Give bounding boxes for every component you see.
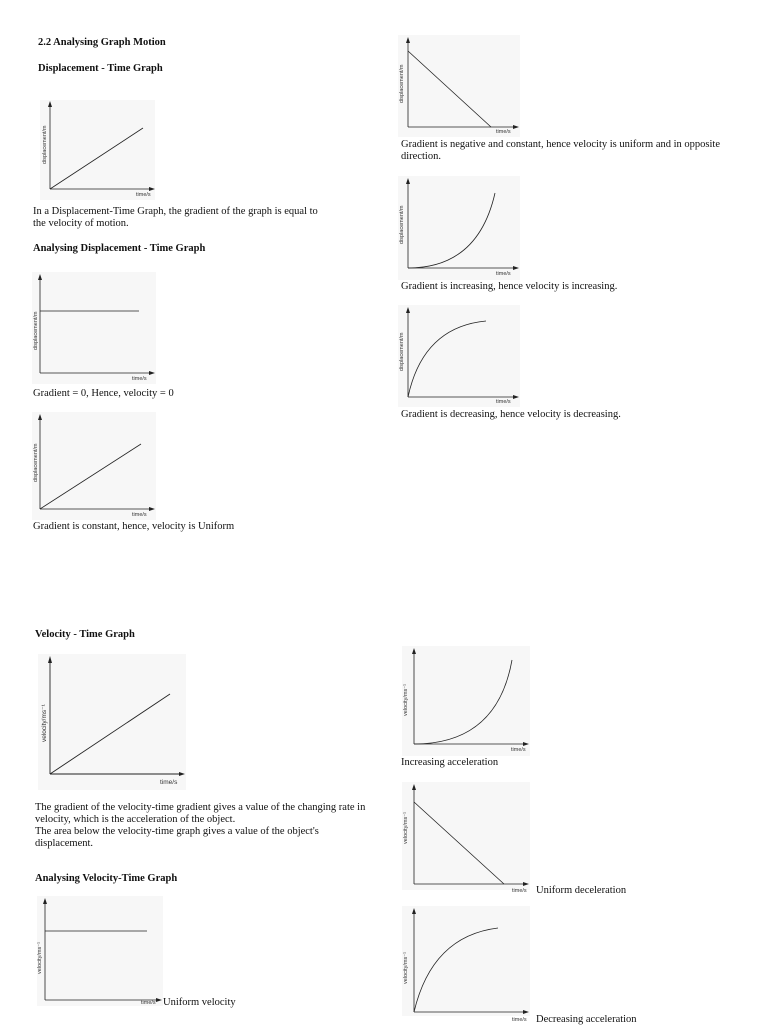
graph-lines xyxy=(402,646,530,756)
graph-lines xyxy=(398,176,520,280)
caption-zero-gradient: Gradient = 0, Hence, velocity = 0 xyxy=(33,388,174,399)
caption-uniform-velocity: Uniform velocity xyxy=(163,997,236,1008)
velocity-intro xyxy=(35,802,375,850)
graph-lines xyxy=(38,654,186,790)
increasing-acceleration-graph xyxy=(402,646,530,756)
graph-lines xyxy=(398,305,520,407)
graph-lines xyxy=(40,100,155,200)
y-axis-label: velocity/ms⁻¹ xyxy=(37,942,43,974)
y-axis-label: displacement/m xyxy=(399,332,405,371)
graph-lines xyxy=(398,35,520,137)
caption-increasing-gradient: Gradient is increasing, hence velocity is increasing. xyxy=(401,281,618,292)
displacement-time-graph xyxy=(40,100,155,200)
x-axis-label: time/s xyxy=(496,399,511,405)
decreasing-acceleration-graph xyxy=(402,906,530,1016)
increasing-gradient-graph xyxy=(398,176,520,280)
caption-increasing-acceleration: Increasing acceleration xyxy=(401,757,499,768)
x-axis-label: time/s xyxy=(132,376,147,382)
displacement-heading: Displacement - Time Graph xyxy=(38,63,163,74)
caption-uniform-deceleration: Uniform deceleration xyxy=(536,885,627,896)
caption-constant-gradient: Gradient is constant, hence, velocity is Uniform xyxy=(33,521,235,532)
velocity-intro-gradient: The gradient of the velocity-time gradient gives a value of the changing rate in velocity, which is the acceleration of the object. xyxy=(35,802,366,825)
y-axis-label: velocity/ms⁻¹ xyxy=(403,684,409,716)
x-axis-label: time/s xyxy=(512,1017,527,1023)
decreasing-gradient-graph xyxy=(398,305,520,407)
velocity-heading: Velocity - Time Graph xyxy=(35,629,135,640)
y-axis-label: displacement/m xyxy=(33,311,39,350)
graph-lines xyxy=(32,412,156,520)
analysing-displacement-heading: Analysing Displacement - Time Graph xyxy=(33,243,206,254)
uniform-deceleration-graph xyxy=(402,782,530,890)
y-axis-label: velocity/ms⁻¹ xyxy=(41,704,48,742)
y-axis-label: displacement/m xyxy=(399,205,405,244)
y-axis-label: displacement/m xyxy=(42,125,48,164)
x-axis-label: time/s xyxy=(160,779,178,786)
negative-gradient-graph xyxy=(398,35,520,137)
caption-negative-gradient: Gradient is negative and constant, hence velocity is uniform and in opposite direction. xyxy=(401,139,720,162)
graph-lines xyxy=(37,896,163,1006)
x-axis-label: time/s xyxy=(141,1000,156,1006)
zero-gradient-graph xyxy=(32,272,156,384)
x-axis-label: time/s xyxy=(136,192,151,198)
velocity-time-graph xyxy=(38,654,186,790)
graph-lines xyxy=(402,906,530,1016)
analysing-velocity-heading: Analysing Velocity-Time Graph xyxy=(35,873,178,884)
x-axis-label: time/s xyxy=(496,271,511,277)
y-axis-label: velocity/ms⁻¹ xyxy=(403,812,409,844)
graph-lines xyxy=(402,782,530,890)
displacement-intro: In a Displacement-Time Graph, the gradient of the graph is equal to the velocity of motion. xyxy=(33,206,318,229)
caption-decreasing-gradient: Gradient is decreasing, hence velocity is decreasing. xyxy=(401,409,621,420)
x-axis-label: time/s xyxy=(511,747,526,753)
y-axis-label: displacement/m xyxy=(33,443,39,482)
x-axis-label: time/s xyxy=(132,512,147,518)
x-axis-label: time/s xyxy=(512,888,527,894)
constant-gradient-graph xyxy=(32,412,156,520)
y-axis-label: displacement/m xyxy=(399,64,405,103)
velocity-intro-area: The area below the velocity-time graph gives a value of the object's displacement. xyxy=(35,826,319,849)
uniform-velocity-graph xyxy=(37,896,163,1006)
section-title: 2.2 Analysing Graph Motion xyxy=(38,37,166,48)
graph-lines xyxy=(32,272,156,384)
y-axis-label: velocity/ms⁻¹ xyxy=(403,952,409,984)
x-axis-label: time/s xyxy=(496,129,511,135)
caption-decreasing-acceleration: Decreasing acceleration xyxy=(536,1014,637,1025)
